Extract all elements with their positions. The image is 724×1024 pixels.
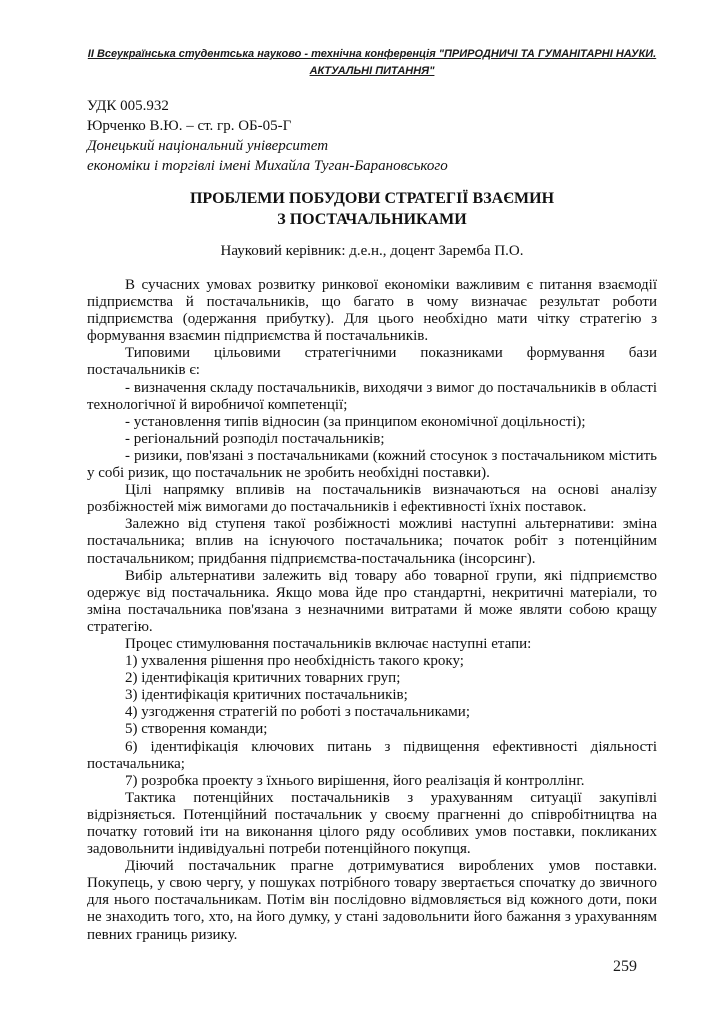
list-item-dash: - регіональний розподіл постачальників; <box>125 430 385 447</box>
paragraph: Діючий постачальник прагне дотримуватися вироблених умов поставки. Покупець, у свою чергу, у пошуках потрібного товару звертається спочатку до звичного для нього постачальникам. Потім він послідовно відмовляється від кожного доти, поки не знаходить того, хто, на його думку, у стані задовольнити його бажання з урахуванням певних границь ризику. <box>87 858 657 943</box>
conference-header <box>87 46 657 80</box>
list-item-numbered: 3) ідентифікація критичних постачальників; <box>125 687 408 704</box>
paragraph: Цілі напрямку впливів на постачальників визначаються на основі аналізу розбіжностей між вимогами до постачальників і ефективності їхніх поставок. <box>87 482 657 516</box>
udc-code: УДК 005.932 <box>87 98 169 114</box>
paragraph: Залежно від ступеня такої розбіжності можливі наступні альтернативи: зміна постачальника; вплив на існуючого постачальника; початок робіт з потенційним постачальником; придбання підприємства-постачальника (інсорсинг). <box>87 516 657 567</box>
conference-header-line1: ІІ Всеукраїнська студентська науково - технічна конференція "ПРИРОДНИЧІ ТА ГУМАНІТАРНІ НАУКИ. <box>87 48 657 60</box>
paragraph: Тактика потенційних постачальників з урахуванням ситуації закупівлі відрізняється. Потенційний постачальник у своєму прагненні до співробітництва на початку готовий іти на виконання цілого ряду особливих умов поставки, покликаних задовольнити індивідуальні потреби потенційного покупця. <box>87 789 657 858</box>
paper-title-line1: ПРОБЛЕМИ ПОБУДОВИ СТРАТЕГІЇ ВЗАЄМИН <box>189 190 555 207</box>
page-content <box>87 46 657 944</box>
list-item-numbered: 4) узгодження стратегій по роботі з постачальниками; <box>125 704 470 721</box>
author-block <box>87 96 657 176</box>
affiliation-line2: економіки і торгівлі імені Михайла Туган-Барановського <box>87 158 448 174</box>
article-body <box>87 277 657 944</box>
supervisor-line: Науковий керівник: д.е.н., доцент Заремба П.О. <box>220 243 524 259</box>
list-item-dash: - установлення типів відносин (за принципом економічної доцільності); <box>125 413 586 430</box>
list-item-numbered: 6) ідентифікація ключових питань з підвищення ефективності діяльності постачальника; <box>87 738 657 772</box>
paper-title <box>87 188 657 230</box>
list-item-numbered: 7) розробка проекту з їхнього вирішення, його реалізація й контроллінг. <box>125 772 585 789</box>
author-name: Юрченко В.Ю. – ст. гр. ОБ-05-Г <box>87 118 292 134</box>
list-item-numbered: 5) створення команди; <box>125 721 268 738</box>
paragraph: Вибір альтернативи залежить від товару або товарної групи, які підприємство одержує від постачальника. Якщо мова йде про стандартні, некритичні матеріали, то зміна постачальника пов'язана з незначними витратами й може являти собою кращу стратегію. <box>87 567 657 635</box>
affiliation-line1: Донецький національний університет <box>87 138 329 154</box>
paper-title-line2: З ПОСТАЧАЛЬНИКАМИ <box>277 211 467 228</box>
paragraph: В сучасних умовах розвитку ринкової економіки важливим є питання взаємодії підприємства й постачальників, що багато в чому визначає результат роботи підприємства (одержання прибутку). Для цього необхідно мати чітку стратегію з формування взаємин підприємства й постачальників. <box>87 277 657 345</box>
conference-header-line2: АКТУАЛЬНІ ПИТАННЯ" <box>309 65 435 77</box>
list-item-dash: - визначення складу постачальників, виходячи з вимог до постачальників в області технологічної й виробничої компетенції; <box>87 379 657 413</box>
paragraph: Типовими цільовими стратегічними показниками формування бази постачальників є: <box>87 345 657 379</box>
list-item-numbered: 2) ідентифікація критичних товарних груп; <box>125 670 401 687</box>
page-number: 259 <box>613 958 637 975</box>
list-item-dash: - ризики, пов'язані з постачальниками (кожний стосунок з постачальником містить у собі ризик, що постачальник не зробить необхідні поставки). <box>87 447 657 482</box>
list-item-numbered: 1) ухвалення рішення про необхідність такого кроку; <box>125 653 464 670</box>
paragraph: Процес стимулювання постачальників включає наступні етапи: <box>125 635 532 652</box>
